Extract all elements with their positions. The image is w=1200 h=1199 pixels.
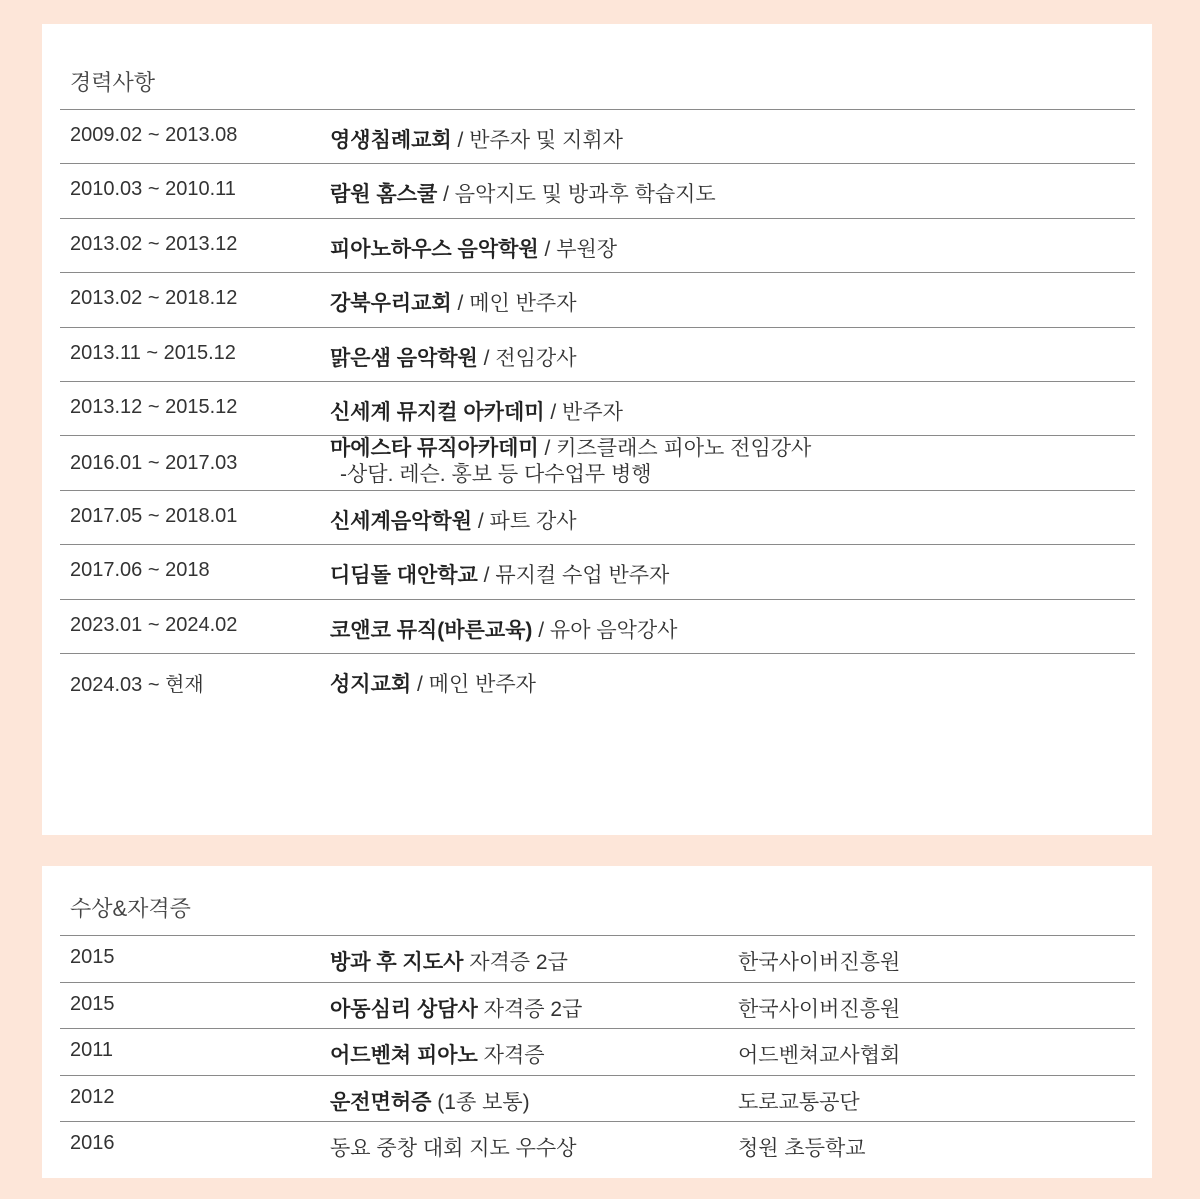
year: 2011 (70, 1039, 114, 1062)
organization: 신세계음악학원 (330, 509, 473, 533)
role: 반주자 및 지휘자 (469, 129, 623, 152)
career-row (60, 490, 1135, 544)
career-row (60, 218, 1135, 272)
award-name-rest: 자격증 2급 (463, 951, 568, 974)
award-row (60, 1075, 1135, 1122)
award-name (330, 1039, 545, 1069)
career-row (60, 327, 1135, 381)
role: 음악지도 및 방과후 학습지도 (454, 183, 716, 207)
separator: / (437, 183, 455, 207)
role: 파트 강사 (489, 509, 577, 533)
award-name-rest: 자격증 (477, 1044, 545, 1068)
career-row (60, 381, 1135, 435)
role: 부원장 (556, 237, 618, 261)
issuer: 한국사이버진흥원 (738, 997, 901, 1021)
award-row (60, 1121, 1135, 1168)
awards-section (42, 866, 1152, 1178)
award-name-bold: 운전면허증 (330, 1090, 432, 1114)
period: 2013.02 ~ 2018.12 (70, 287, 238, 310)
separator: / (538, 437, 557, 461)
career-row (60, 163, 1135, 217)
organization: 람원 홈스쿨 (330, 183, 438, 207)
section-title: 경력사항 (70, 70, 156, 95)
organization: 영생침례교회 (330, 129, 452, 152)
separator: / (451, 129, 470, 152)
organization: 마에스타 뮤직아카데미 (330, 437, 539, 461)
career-description (330, 124, 623, 154)
career-description (330, 178, 716, 208)
career-description (330, 287, 577, 317)
separator: / (544, 400, 563, 424)
section-title: 수상&자격증 (70, 896, 191, 921)
career-description (330, 614, 677, 644)
separator: / (411, 672, 429, 696)
award-name-rest: (1종 보통) (431, 1090, 530, 1114)
award-name-bold: 방과 후 지도사 (330, 951, 464, 974)
award-name (330, 1132, 576, 1162)
career-description (330, 559, 669, 589)
career-row (60, 653, 1135, 713)
year: 2015 (70, 992, 115, 1015)
separator: / (532, 618, 550, 642)
award-row (60, 1028, 1135, 1075)
award-row (60, 982, 1135, 1029)
year: 2012 (70, 1085, 115, 1108)
separator: / (472, 509, 490, 533)
role: 뮤지컬 수업 반주자 (495, 564, 670, 588)
year: 2016 (70, 1132, 115, 1155)
career-list (60, 109, 1135, 713)
organization: 맑은샘 음악학원 (330, 346, 478, 370)
career-description (330, 505, 577, 535)
separator: / (451, 292, 470, 316)
role: 유아 음악강사 (549, 618, 678, 642)
separator: / (477, 564, 496, 588)
organization: 디딤돌 대안학교 (330, 564, 478, 588)
role: 반주자 (562, 400, 623, 424)
organization: 신세계 뮤지컬 아카데미 (330, 400, 545, 424)
career-description (330, 233, 617, 263)
career-section (42, 24, 1152, 835)
period: 2024.03 ~ 현재 (70, 673, 204, 696)
period: 2009.02 ~ 2013.08 (70, 124, 238, 146)
period: 2010.03 ~ 2010.11 (70, 178, 236, 201)
award-name-bold: 아동심리 상담사 (330, 997, 478, 1021)
career-row (60, 435, 1135, 489)
award-name-bold: 어드벤쳐 피아노 (330, 1044, 478, 1068)
period: 2013.02 ~ 2013.12 (70, 232, 238, 255)
organization: 피아노하우스 음악학원 (330, 237, 539, 261)
issuer: 청원 초등학교 (738, 1137, 866, 1161)
organization: 강북우리교회 (330, 292, 452, 316)
period: 2013.12 ~ 2015.12 (70, 395, 238, 418)
separator: / (538, 237, 557, 261)
organization: 코앤코 뮤직(바른교육) (330, 618, 533, 642)
award-name-rest: 자격증 2급 (477, 997, 583, 1021)
awards-list (60, 935, 1135, 1168)
career-description (330, 396, 623, 426)
award-name (330, 946, 568, 976)
career-description (330, 668, 536, 698)
career-row (60, 272, 1135, 326)
organization: 성지교회 (330, 672, 412, 696)
role: 전임강사 (495, 346, 577, 370)
year: 2015 (70, 946, 115, 968)
award-name-rest: 동요 중창 대회 지도 우수상 (330, 1137, 577, 1161)
period: 2016.01 ~ 2017.03 (70, 452, 238, 475)
role: 키즈클래스 피아노 전임강사 (556, 437, 812, 461)
period: 2017.05 ~ 2018.01 (70, 504, 238, 527)
role-note: -상담. 레슨. 홍보 등 다수업무 병행 (340, 463, 652, 487)
period: 2017.06 ~ 2018 (70, 559, 210, 582)
separator: / (477, 346, 496, 370)
award-name (330, 1086, 530, 1116)
period: 2013.11 ~ 2015.12 (70, 341, 236, 364)
career-description (330, 342, 577, 372)
career-row (60, 544, 1135, 598)
issuer: 어드벤쳐교사협회 (738, 1044, 901, 1068)
career-row (60, 109, 1135, 163)
issuer: 도로교통공단 (738, 1090, 860, 1114)
role: 메인 반주자 (428, 672, 536, 696)
award-row (60, 935, 1135, 982)
issuer: 한국사이버진흥원 (738, 951, 901, 974)
career-row (60, 599, 1135, 653)
period: 2023.01 ~ 2024.02 (70, 613, 238, 636)
role: 메인 반주자 (469, 292, 577, 316)
career-description (330, 436, 811, 488)
award-name (330, 993, 582, 1023)
